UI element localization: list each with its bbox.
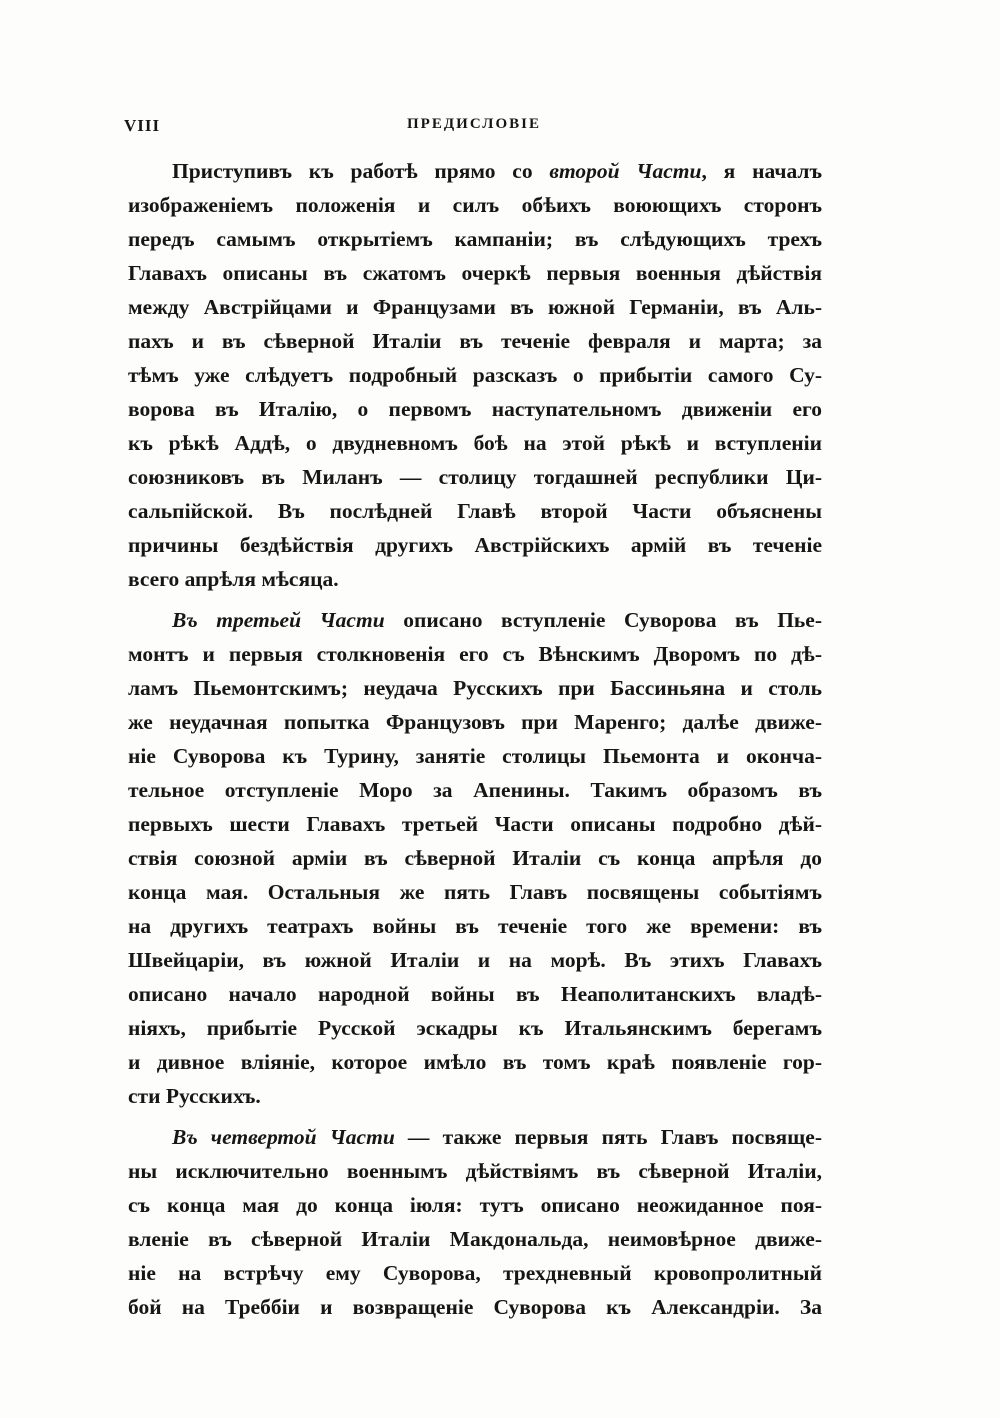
text-line <box>128 1045 822 1079</box>
text-segment: ніе Суворова къ Турину, занятіе столицы Пьемонта и оконча- <box>128 744 822 768</box>
text-segment: Приступивъ къ работѣ прямо со <box>172 159 550 183</box>
text-segment: изображеніемъ положенія и силъ обѣихъ воюющихъ сторонъ <box>128 193 822 217</box>
text-segment: монтъ и первыя столкновенія его съ Вѣнскимъ Дворомъ по дѣ- <box>128 642 822 666</box>
paragraph <box>128 603 822 1113</box>
text-line <box>128 637 822 671</box>
body-text <box>128 154 822 1324</box>
text-line <box>128 977 822 1011</box>
text-line <box>128 909 822 943</box>
text-segment: бой на Треббіи и возвращеніе Суворова къ Александріи. За <box>128 1295 822 1319</box>
text-line <box>128 154 822 188</box>
text-line <box>128 222 822 256</box>
text-line <box>128 460 822 494</box>
text-segment: , я началъ <box>701 159 823 183</box>
italic-text: Въ четвертой Части <box>172 1125 395 1149</box>
text-segment: конца мая. Остальныя же пять Главъ посвящены событіямъ <box>128 880 822 904</box>
text-line <box>128 256 822 290</box>
text-line <box>128 1222 822 1256</box>
text-line <box>128 1154 822 1188</box>
italic-text: второй Части <box>549 159 702 183</box>
text-line <box>128 603 822 637</box>
text-segment: тѣмъ уже слѣдуетъ подробный разсказъ о прибытіи самого Су- <box>128 363 822 387</box>
text-segment: и дивное вліяніе, которое имѣло въ томъ краѣ появленіе гор- <box>128 1050 822 1074</box>
text-line <box>128 324 822 358</box>
text-line <box>128 705 822 739</box>
text-line <box>128 358 822 392</box>
text-segment: сти Русскихъ. <box>128 1084 261 1108</box>
text-segment: съ конца мая до конца іюля: тутъ описано неожиданное поя- <box>128 1193 822 1217</box>
text-segment: тельное отступленіе Моро за Апенины. Такимъ образомъ въ <box>128 778 822 802</box>
text-line <box>128 773 822 807</box>
text-line <box>128 943 822 977</box>
text-segment: къ рѣкѣ Аддѣ, о двудневномъ боѣ на этой рѣкѣ и вступленіи <box>128 431 822 455</box>
page-header <box>124 116 824 138</box>
text-segment: первыхъ шести Главахъ третьей Части описаны подробно дѣй- <box>128 812 822 836</box>
text-line <box>128 1079 822 1113</box>
text-segment: передъ самымъ открытіемъ кампаніи; въ слѣдующихъ трехъ <box>128 227 822 251</box>
text-line <box>128 426 822 460</box>
text-segment: ламъ Пьемонтскимъ; неудача Русскихъ при Бассиньяна и столь <box>128 676 822 700</box>
paragraph <box>128 1120 822 1324</box>
text-line <box>128 392 822 426</box>
text-line <box>128 807 822 841</box>
text-segment: пахъ и въ сѣверной Италіи въ теченіе февраля и марта; за <box>128 329 822 353</box>
text-segment: описано начало народной войны въ Неаполитанскихъ владѣ- <box>128 982 822 1006</box>
text-segment: Главахъ описаны въ сжатомъ очеркѣ первыя военныя дѣйствія <box>128 261 822 285</box>
text-segment: ствія союзной арміи въ сѣверной Италіи съ конца апрѣля до <box>128 846 822 870</box>
text-segment: — также первыя пять Главъ посвяще- <box>394 1125 822 1149</box>
text-segment: Швейцаріи, въ южной Италіи и на морѣ. Въ этихъ Главахъ <box>128 948 822 972</box>
text-line <box>128 739 822 773</box>
text-line <box>128 188 822 222</box>
running-head-title: ПРЕДИСЛОВІЕ <box>407 116 541 132</box>
text-line <box>128 494 822 528</box>
text-line <box>128 1290 822 1324</box>
text-line <box>128 528 822 562</box>
text-line <box>128 1011 822 1045</box>
text-segment: ворова въ Италію, о первомъ наступательномъ движеніи его <box>128 397 822 421</box>
text-segment: сальпійской. Въ послѣдней Главѣ второй Части объяснены <box>128 499 822 523</box>
text-segment: на другихъ театрахъ войны въ теченіе того же времени: въ <box>128 914 822 938</box>
italic-text: Въ третьей Части <box>172 608 385 632</box>
text-line <box>128 1188 822 1222</box>
text-segment: описано вступленіе Суворова въ Пье- <box>384 608 823 632</box>
text-segment: ны исключительно военнымъ дѣйствіямъ въ сѣверной Италіи, <box>128 1159 822 1183</box>
text-segment: ніяхъ, прибытіе Русской эскадры къ Итальянскимъ берегамъ <box>128 1016 822 1040</box>
text-segment: союзниковъ въ Миланъ — столицу тогдашней республики Ци- <box>128 465 822 489</box>
text-line <box>128 875 822 909</box>
text-segment: причины бездѣйствія другихъ Австрійскихъ армій въ теченіе <box>128 533 822 557</box>
text-line <box>128 562 822 596</box>
text-line <box>128 290 822 324</box>
paragraph <box>128 154 822 596</box>
text-line <box>128 1256 822 1290</box>
page-number: VIII <box>124 116 161 135</box>
text-segment: вленіе въ сѣверной Италіи Макдональда, неимовѣрное движе- <box>128 1227 822 1251</box>
text-segment: всего апрѣля мѣсяца. <box>128 567 339 591</box>
text-segment: между Австрійцами и Французами въ южной Германіи, въ Аль- <box>128 295 822 319</box>
text-line <box>128 841 822 875</box>
text-segment: же неудачная попытка Французовъ при Маренго; далѣе движе- <box>128 710 822 734</box>
text-segment: ніе на встрѣчу ему Суворова, трехдневный кровопролитный <box>128 1261 822 1285</box>
text-line <box>128 1120 822 1154</box>
text-line <box>128 671 822 705</box>
